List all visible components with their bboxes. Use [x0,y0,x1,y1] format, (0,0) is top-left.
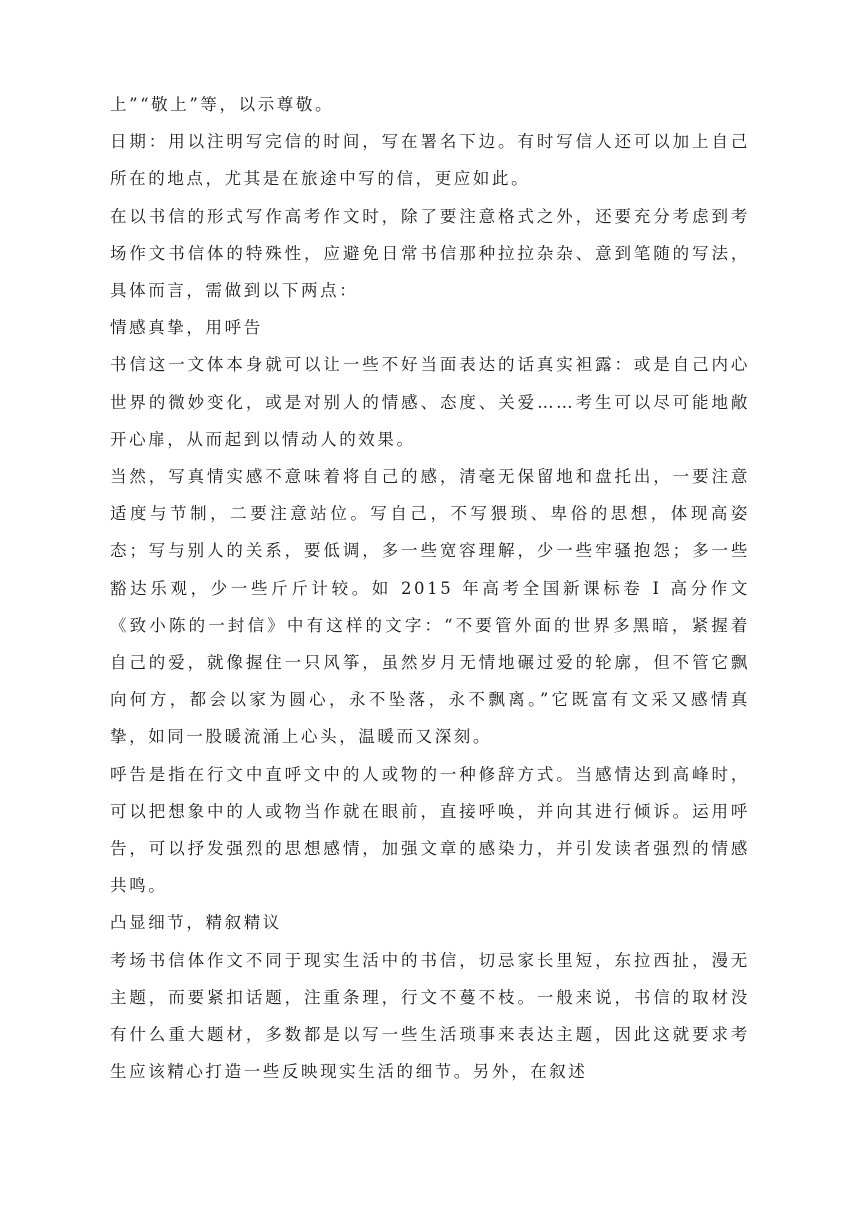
section-heading-emotion: 情感真挚，用呼告 [110,318,263,338]
paragraph-date: 日期：用以注明写完信的时间，写在署名下边。有时写信人还可以加上自己所在的地点，尤其是在旅途中写的信，更应如此。 [110,132,750,189]
paragraph-intro: 在以书信的形式写作高考作文时，除了要注意格式之外，还要充分考虑到考场作文书信体的特殊性，应避免日常书信那种拉拉杂杂、意到笔随的写法，具体而言，需做到以下两点： [110,206,750,301]
paragraph-letter-genre: 书信这一文体本身就可以让一些不好当面表达的话真实袒露：或是自己内心世界的微妙变化，或是对别人的情感、态度、关爱……考生可以尽可能地敞开心扉，从而起到以情动人的效果。 [110,355,750,449]
document-body [110,86,750,1090]
paragraph-apostrophe: 呼告是指在行文中直呼文中的人或物的一种修辞方式。当感情达到高峰时，可以把想象中的人或物当作就在眼前，直接呼唤，并向其进行倾诉。运用呼告，可以抒发强烈的思想感情，加强文章的感染力，并引发读者强烈的情感共鸣。 [110,764,750,896]
paragraph-salutation-end: 上”“敬上”等，以示尊敬。 [110,95,335,114]
section-heading-details: 凸显细节，精叙精议 [110,913,282,933]
paragraph-sincerity: 当然，写真情实感不意味着将自己的感，清毫无保留地和盘托出，一要注意适度与节制，二要注意站位。写自己，不写猥琐、卑俗的思想，体现高姿态；写与别人的关系，要低调，多一些宽容理解，少一些牢骚抱怨；多一些豁达乐观，少一些斤斤计较。如 2015 年高考全国新课标卷 I 高分作文《致小陈的一封信》中有这样的文字：“不要管外面的世界多黑暗，紧握着自己的爱，就像握住一只风筝，虽然岁月无情地碾过爱的轮廓，但不管它飘向何方，都会以家为圆心，永不坠落，永不飘离。”它既富有文采又感情真挚，如同一股暖流涌上心头，温暖而又深刻。 [110,467,750,747]
paragraph-exam-letter: 考场书信体作文不同于现实生活中的书信，切忌家长里短，东拉西扯，漫无主题，而要紧扣话题，注重条理，行文不蔓不枝。一般来说，书信的取材没有什么重大题材，多数都是以写一些生活琐事来表达主题，因此这就要求考生应该精心打造一些反映现实生活的细节。另外，在叙述 [110,950,750,1082]
